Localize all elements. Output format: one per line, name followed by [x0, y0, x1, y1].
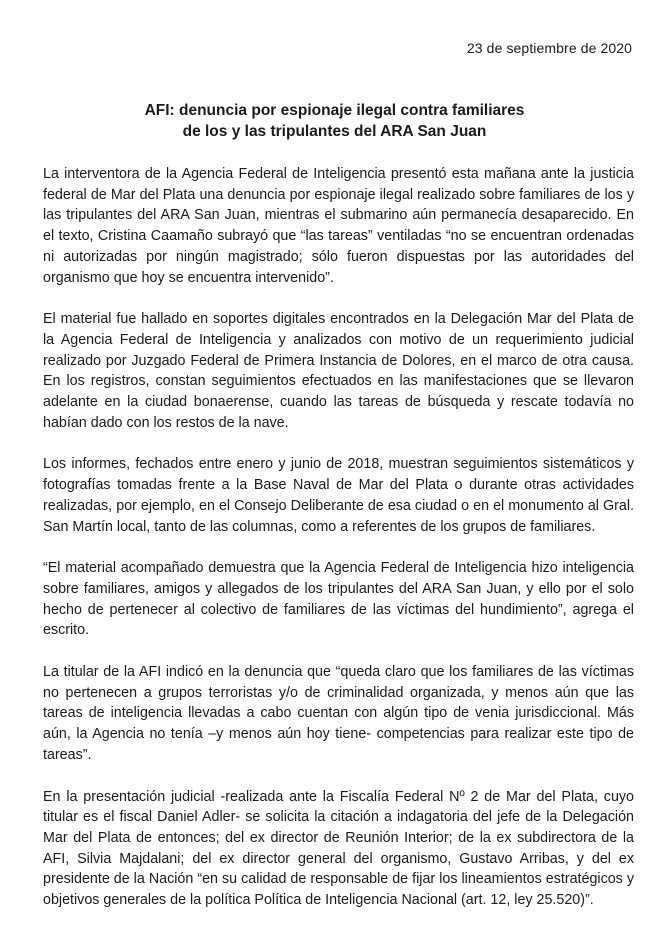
paragraph: La interventora de la Agencia Federal de Inteligencia presentó esta mañana ante la justicia federal de Mar del Plata una denuncia por espionaje ilegal realizado sobre familiares de los y las tripulantes del ARA San Juan, mientras el submarino aún permanecía desaparecido. En el texto, Cristina Caamaño subrayó que “las tareas” ventiladas “no se encuentran ordenadas ni autorizadas por ningún magistrado; sólo fueron dispuestas por las autoridades del organismo que hoy se encuentra intervenido”. [43, 166, 634, 286]
paragraph: “El material acompañado demuestra que la Agencia Federal de Inteligencia hizo inteligencia sobre familiares, amigos y allegados de los tripulantes del ARA San Juan, y ello por el solo hecho de pertenecer al colectivo de familiares de las víctimas del hundimiento”, agrega el escrito. [43, 560, 634, 639]
document-body [43, 164, 634, 932]
title-line: de los y las tripulantes del ARA San Juan [182, 123, 487, 140]
title-line: AFI: denuncia por espionaje ilegal contra familiares [144, 102, 525, 119]
paragraph: Los informes, fechados entre enero y junio de 2018, muestran seguimientos sistemáticos y fotografías tomadas frente a la Base Naval de Mar del Plata o durante otras actividades realizadas, por ejemplo, en el Consejo Deliberante de esa ciudad o en el monumento al Gral. San Martín local, tanto de las columnas, como a referentes de los grupos de familiares. [43, 456, 634, 535]
document-title [0, 100, 669, 142]
paragraph: La titular de la AFI indicó en la denuncia que “queda claro que los familiares de las víctimas no pertenecen a grupos terroristas y/o de criminalidad organizada, y menos aún que las tareas de inteligencia llevadas a cabo cuentan con algún tipo de venia jurisdiccional. Más aún, la Agencia no tenía –y menos aún hoy tiene- competencias para realizar este tipo de tareas”. [43, 664, 634, 763]
paragraph: El material fue hallado en soportes digitales encontrados en la Delegación Mar del Plata de la Agencia Federal de Inteligencia y analizados con motivo de un requerimiento judicial realizado por Juzgado Federal de Primera Instancia de Dolores, en el marco de otra causa. En los registros, constan seguimientos efectuados en las manifestaciones que se llevaron adelante en la ciudad bonaerense, cuando las tareas de búsqueda y rescate todavía no habían dado con los restos de la nave. [43, 311, 634, 431]
paragraph: En la presentación judicial -realizada ante la Fiscalía Federal Nº 2 de Mar del Plata, cuyo titular es el fiscal Daniel Adler- se solicita la citación a indagatoria del jefe de la Delegación Mar del Plata de entonces; del ex director de Reunión Interior; de la ex subdirectora de la AFI, Silvia Majdalani; del ex director general del organismo, Gustavo Arribas, y del ex presidente de la Nación “en su calidad de responsable de fijar los lineamientos estratégicos y objetivos generales de la política Política de Inteligencia Nacional (art. 12, ley 25.520)”. [43, 788, 634, 909]
document-date: 23 de septiembre de 2020 [466, 40, 632, 56]
